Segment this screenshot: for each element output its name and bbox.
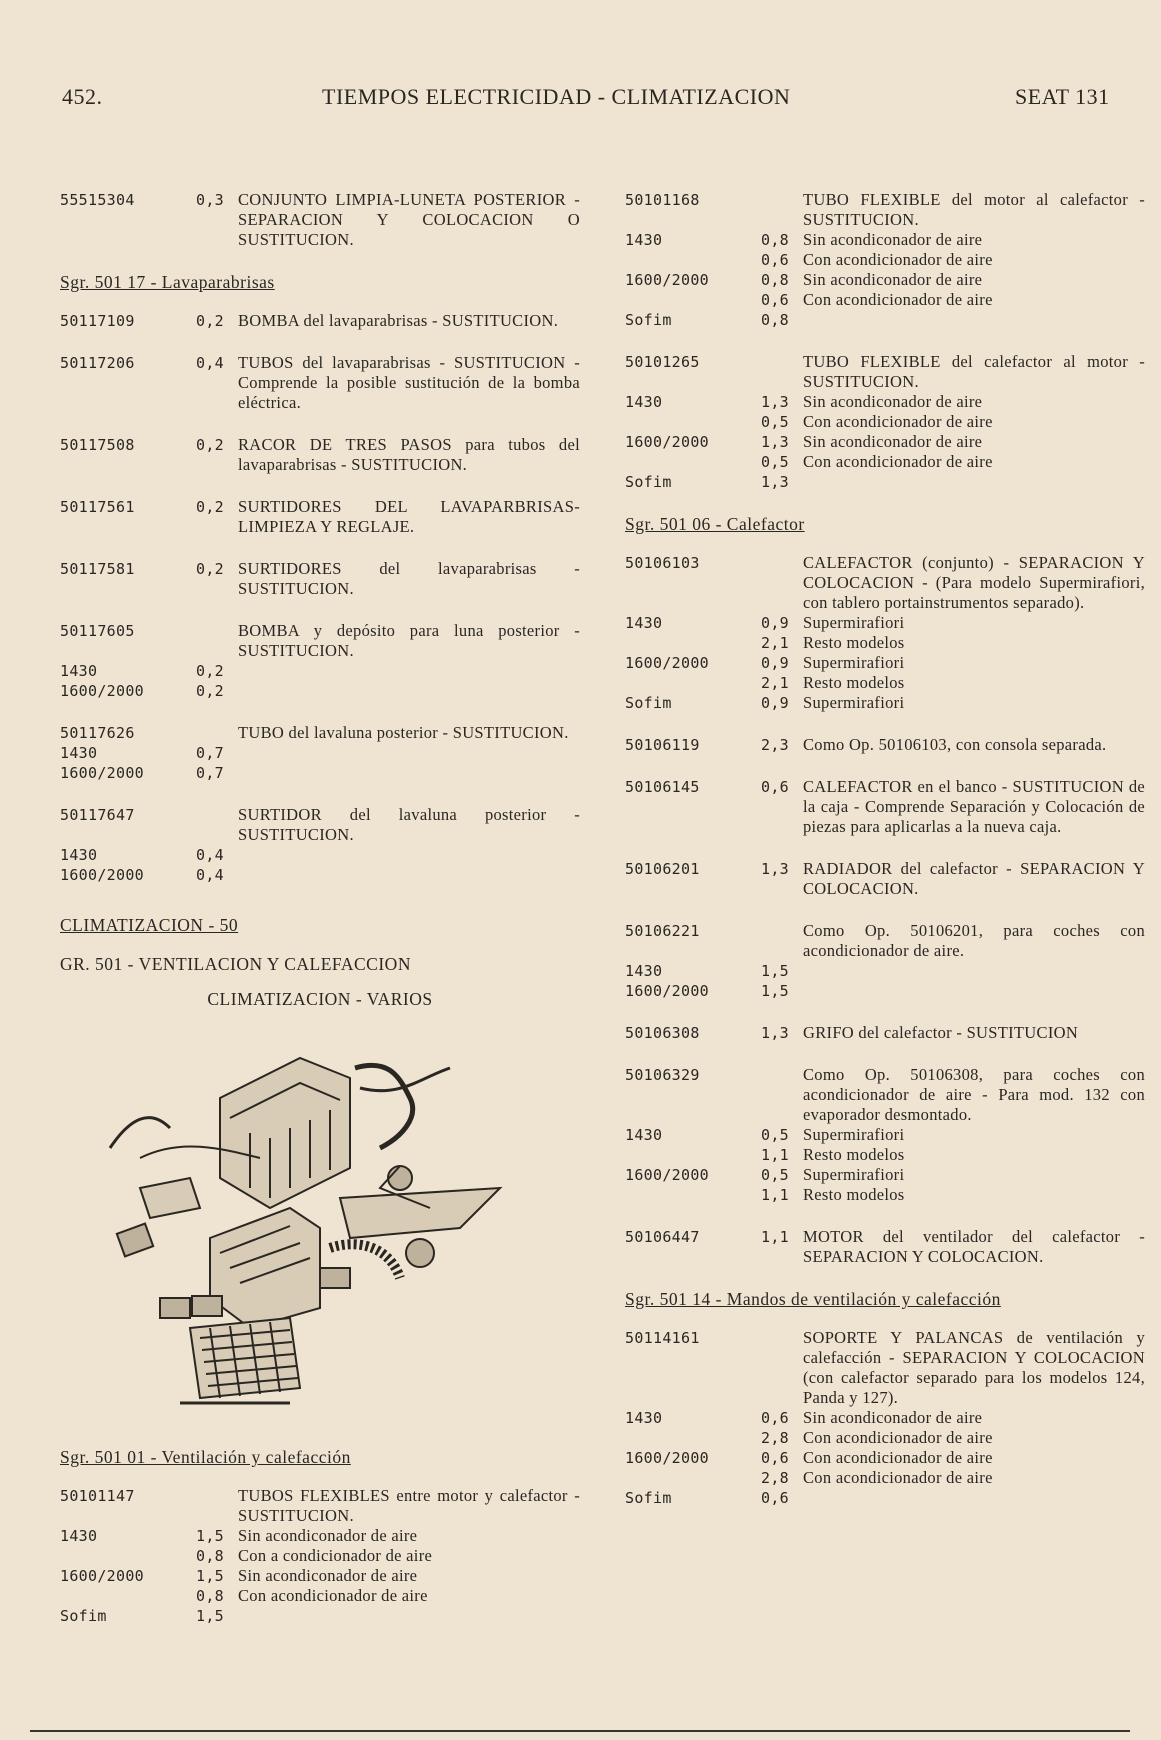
- op-time: 0,7: [196, 764, 224, 782]
- car-model: SEAT 131: [1015, 84, 1110, 109]
- op-code: 55515304: [60, 191, 135, 209]
- op-description: BOMBA del lavaparabrisas - SUSTITUCION.: [238, 311, 559, 330]
- operation-entry: [60, 805, 580, 885]
- operation-entry: [625, 553, 1145, 713]
- op-time: 0,2: [196, 312, 224, 330]
- op-time: 0,6: [761, 778, 789, 796]
- variant-note: Con acondicionador de aire: [803, 290, 993, 309]
- op-time: 0,6: [761, 1449, 789, 1467]
- engine-variant: 1600/2000: [625, 654, 709, 672]
- engine-variant: Sofim: [625, 473, 672, 491]
- op-time: 0,9: [761, 614, 789, 632]
- variant-note: Resto modelos: [803, 633, 905, 652]
- op-time: 0,8: [196, 1587, 224, 1605]
- op-code: 50114161: [625, 1329, 700, 1347]
- op-description: MOTOR del ventilador del calefactor - SEPARACION Y COLOCACION.: [803, 1227, 1145, 1266]
- operation-entry: [60, 723, 580, 783]
- operation-entry: [60, 353, 580, 413]
- engine-variant: 1430: [625, 393, 663, 411]
- variant-note: Con acondicionador de aire: [803, 1428, 993, 1447]
- op-description: SURTIDORES del lavaparabrisas - SUSTITUCION.: [238, 559, 580, 598]
- op-time: 1,3: [761, 1024, 789, 1042]
- engine-variant: 1600/2000: [60, 1567, 144, 1585]
- op-time: 1,3: [761, 393, 789, 411]
- op-time: 0,6: [761, 1409, 789, 1427]
- variant-note: Con acondicionador de aire: [803, 250, 993, 269]
- op-description: TUBO del lavaluna posterior - SUSTITUCION.: [238, 723, 569, 742]
- op-time: 2,3: [761, 736, 789, 754]
- op-time: 0,2: [196, 662, 224, 680]
- op-time: 1,5: [196, 1567, 224, 1585]
- op-time: 0,4: [196, 354, 224, 372]
- variant-note: Sin acondiconador de aire: [803, 230, 983, 249]
- op-description: SURTIDOR del lavaluna posterior - SUSTITUCION.: [238, 805, 580, 844]
- engine-variant: 1430: [625, 231, 663, 249]
- section-heading: Sgr. 501 17 - Lavaparabrisas: [60, 272, 275, 292]
- operation-entry: [60, 311, 580, 331]
- section-heading: Sgr. 501 01 - Ventilación y calefacción: [60, 1447, 351, 1467]
- op-description: RACOR DE TRES PASOS para tubos del lavaparabrisas - SUSTITUCION.: [238, 435, 580, 474]
- engine-variant: 1430: [625, 614, 663, 632]
- operation-entry: [625, 352, 1145, 492]
- engine-variant: 1430: [625, 1126, 663, 1144]
- operation-entry: [60, 497, 580, 537]
- engine-variant: Sofim: [625, 1489, 672, 1507]
- variant-note: Sin acondiconador de aire: [238, 1566, 418, 1585]
- op-time: 1,1: [761, 1186, 789, 1204]
- op-code: 50106103: [625, 554, 700, 572]
- op-description: CALEFACTOR (conjunto) - SEPARACION Y COLOCACION - (Para modelo Supermirafiori, con tablero portainstrumentos separado).: [803, 553, 1145, 612]
- op-time: 0,4: [196, 866, 224, 884]
- variant-note: Resto modelos: [803, 1145, 905, 1164]
- op-time: 0,2: [196, 560, 224, 578]
- op-time: 0,5: [761, 413, 789, 431]
- right-column: [625, 190, 1145, 1530]
- op-description: GRIFO del calefactor - SUSTITUCION: [803, 1023, 1079, 1042]
- operation-entry: [625, 1023, 1145, 1043]
- op-code: 50117626: [60, 724, 135, 742]
- engine-variant: 1430: [60, 846, 98, 864]
- engine-variant: 1430: [60, 1527, 98, 1545]
- op-description: Como Op. 50106103, con consola separada.: [803, 735, 1107, 754]
- variant-note: Con acondicionador de aire: [803, 452, 993, 471]
- variant-note: Sin acondiconador de aire: [803, 392, 983, 411]
- engine-variant: 1430: [60, 744, 98, 762]
- op-time: 2,8: [761, 1469, 789, 1487]
- operation-entry: [625, 190, 1145, 330]
- op-description: TUBO FLEXIBLE del motor al calefactor - SUSTITUCION.: [803, 190, 1145, 229]
- op-time: 2,1: [761, 634, 789, 652]
- op-description: CONJUNTO LIMPIA-LUNETA POSTERIOR - SEPARACION Y COLOCACION O SUSTITUCION.: [238, 190, 580, 249]
- op-description: SURTIDORES DEL LAVAPARBRISAS- LIMPIEZA Y REGLAJE.: [238, 497, 580, 536]
- op-time: 1,1: [761, 1228, 789, 1246]
- op-time: 1,1: [761, 1146, 789, 1164]
- op-time: 1,5: [196, 1607, 224, 1625]
- variant-note: Supermirafiori: [803, 653, 905, 672]
- bottom-rule: [30, 1730, 1130, 1732]
- variant-note: Sin acondiconador de aire: [803, 270, 983, 289]
- left-column: [60, 190, 580, 1648]
- operation-entry: [625, 921, 1145, 1001]
- op-code: 50101265: [625, 353, 700, 371]
- op-code: 50117508: [60, 436, 135, 454]
- operation-entry: [625, 1328, 1145, 1508]
- op-time: 0,9: [761, 694, 789, 712]
- operation-entry: [625, 859, 1145, 899]
- page-title: TIEMPOS ELECTRICIDAD - CLIMATIZACION: [322, 84, 791, 109]
- operation-entry: [60, 559, 580, 599]
- op-code: 50117647: [60, 806, 135, 824]
- variant-note: Con acondicionador de aire: [238, 1586, 428, 1605]
- variant-note: Supermirafiori: [803, 693, 905, 712]
- op-time: 0,5: [761, 453, 789, 471]
- hvac-parts-illustration: [100, 1038, 520, 1418]
- op-code: 50106447: [625, 1228, 700, 1246]
- op-time: 0,2: [196, 436, 224, 454]
- op-time: 0,2: [196, 498, 224, 516]
- op-code: 50106329: [625, 1066, 700, 1084]
- variant-note: Resto modelos: [803, 1185, 905, 1204]
- engine-variant: 1430: [60, 662, 98, 680]
- op-time: 0,8: [761, 231, 789, 249]
- op-time: 1,5: [196, 1527, 224, 1545]
- section-heading: Sgr. 501 14 - Mandos de ventilación y calefacción: [625, 1289, 1001, 1309]
- op-time: 2,1: [761, 674, 789, 692]
- op-time: 1,5: [761, 962, 789, 980]
- figure-caption: CLIMATIZACION - VARIOS: [207, 989, 433, 1009]
- engine-variant: 1430: [625, 962, 663, 980]
- engine-variant: 1600/2000: [625, 271, 709, 289]
- op-code: 50101168: [625, 191, 700, 209]
- op-time: 0,6: [761, 251, 789, 269]
- op-description: TUBOS FLEXIBLES entre motor y calefactor - SUSTITUCION.: [238, 1486, 580, 1525]
- operation-entry: [625, 735, 1145, 755]
- engine-variant: 1430: [625, 1409, 663, 1427]
- op-time: 0,6: [761, 1489, 789, 1507]
- op-code: 50106308: [625, 1024, 700, 1042]
- operation-entry: [60, 435, 580, 475]
- variant-note: Con acondicionador de aire: [803, 1468, 993, 1487]
- op-time: 0,5: [761, 1166, 789, 1184]
- op-time: 0,2: [196, 682, 224, 700]
- engine-variant: 1600/2000: [60, 866, 144, 884]
- op-code: 50117109: [60, 312, 135, 330]
- engine-variant: 1600/2000: [625, 1449, 709, 1467]
- op-description: TUBOS del lavaparabrisas - SUSTITUCION - Comprende la posible sustitución de la bomba eléctrica.: [238, 353, 580, 412]
- operation-entry: [625, 777, 1145, 837]
- op-description: Como Op. 50106308, para coches con acondicionador de aire - Para mod. 132 con evaporador desmontado.: [803, 1065, 1145, 1124]
- operation-entry: [625, 1065, 1145, 1205]
- op-time: 0,9: [761, 654, 789, 672]
- variant-note: Sin acondiconador de aire: [238, 1526, 418, 1545]
- op-time: 0,8: [761, 311, 789, 329]
- op-time: 1,3: [761, 433, 789, 451]
- op-code: 50117206: [60, 354, 135, 372]
- op-time: 0,4: [196, 846, 224, 864]
- op-time: 0,3: [196, 191, 224, 209]
- op-code: 50101147: [60, 1487, 135, 1505]
- engine-variant: Sofim: [625, 311, 672, 329]
- engine-variant: 1600/2000: [60, 764, 144, 782]
- section-heading: Sgr. 501 06 - Calefactor: [625, 514, 805, 534]
- op-description: Como Op. 50106201, para coches con acondicionador de aire.: [803, 921, 1145, 960]
- op-description: TUBO FLEXIBLE del calefactor al motor - SUSTITUCION.: [803, 352, 1145, 391]
- op-time: 0,5: [761, 1126, 789, 1144]
- op-description: BOMBA y depósito para luna posterior - SUSTITUCION.: [238, 621, 580, 660]
- op-time: 0,7: [196, 744, 224, 762]
- op-code: 50106221: [625, 922, 700, 940]
- operation-entry: [60, 190, 580, 250]
- op-code: 50117561: [60, 498, 135, 516]
- group-heading: GR. 501 - VENTILACION Y CALEFACCION: [60, 954, 411, 974]
- op-time: 2,8: [761, 1429, 789, 1447]
- variant-note: Supermirafiori: [803, 613, 905, 632]
- op-time: 0,6: [761, 291, 789, 309]
- operation-entry: [60, 621, 580, 701]
- op-code: 50106119: [625, 736, 700, 754]
- variant-note: Supermirafiori: [803, 1165, 905, 1184]
- engine-variant: 1600/2000: [60, 682, 144, 700]
- op-code: 50117581: [60, 560, 135, 578]
- op-code: 50106145: [625, 778, 700, 796]
- operation-entry: [625, 1227, 1145, 1267]
- op-description: RADIADOR del calefactor - SEPARACION Y COLOCACION.: [803, 859, 1145, 898]
- variant-note: Con a condicionador de aire: [238, 1546, 433, 1565]
- chapter-heading: CLIMATIZACION - 50: [60, 915, 239, 935]
- page-number: 452.: [62, 84, 103, 109]
- variant-note: Sin acondiconador de aire: [803, 432, 983, 451]
- variant-note: Con acondicionador de aire: [803, 1448, 993, 1467]
- op-time: 1,5: [761, 982, 789, 1000]
- variant-note: Con acondicionador de aire: [803, 412, 993, 431]
- engine-variant: Sofim: [60, 1607, 107, 1625]
- operation-entry: [60, 1486, 580, 1626]
- op-description: CALEFACTOR en el banco - SUSTITUCION de la caja - Comprende Separación y Colocación de piezas para aplicarlas a la nueva caja.: [803, 777, 1145, 836]
- op-time: 0,8: [761, 271, 789, 289]
- engine-variant: 1600/2000: [625, 982, 709, 1000]
- variant-note: Resto modelos: [803, 673, 905, 692]
- engine-variant: 1600/2000: [625, 1166, 709, 1184]
- op-description: SOPORTE Y PALANCAS de ventilación y calefacción - SEPARACION Y COLOCACION (con calefactor separado para los modelos 124, Panda y 127).: [803, 1328, 1145, 1407]
- engine-variant: 1600/2000: [625, 433, 709, 451]
- op-time: 0,8: [196, 1547, 224, 1565]
- engine-variant: Sofim: [625, 694, 672, 712]
- op-code: 50106201: [625, 860, 700, 878]
- variant-note: Supermirafiori: [803, 1125, 905, 1144]
- op-time: 1,3: [761, 860, 789, 878]
- op-code: 50117605: [60, 622, 135, 640]
- variant-note: Sin acondiconador de aire: [803, 1408, 983, 1427]
- op-time: 1,3: [761, 473, 789, 491]
